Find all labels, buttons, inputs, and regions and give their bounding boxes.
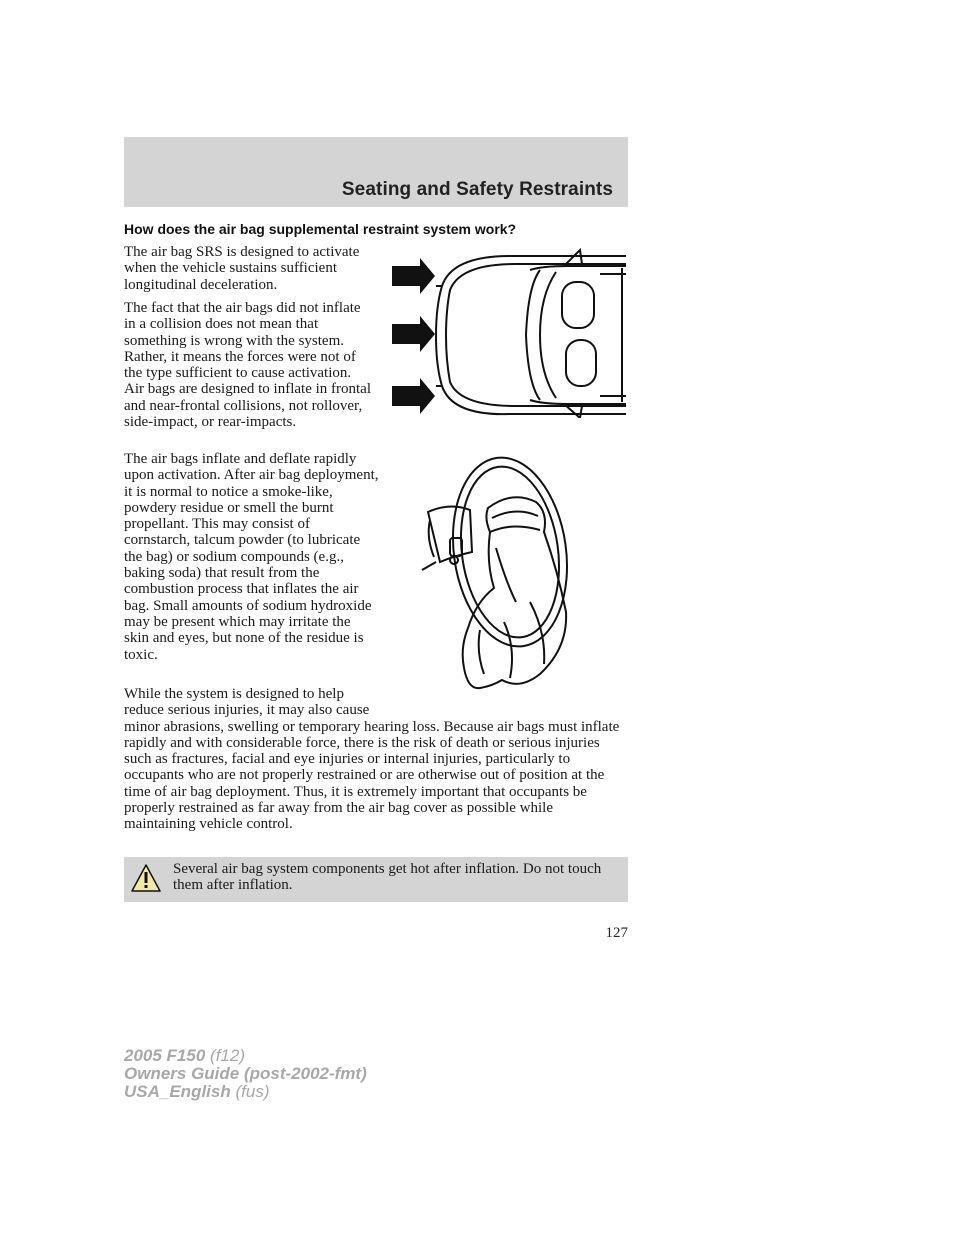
- steering-wheel-icon: [422, 452, 579, 654]
- paragraph-no-inflation: The fact that the air bags did not inflate in a collision does not mean that something is wrong with the system. Rather, it means the forces were not of the type sufficient to cause activation. Air bags are designed to inflate in frontal and near-frontal collisions, not rollover, side-impact, or rear-impacts.: [124, 300, 372, 431]
- footer-line-language: USA_English (fus): [124, 1082, 270, 1101]
- paragraph-deployment-residue: The air bags inflate and deflate rapidly upon activation. After air bag deployment, it is normal to notice a smoke-like, powdery residue or smell the burnt propellant. This may consist of cornstarch, talcum powder (to lubricate the bag) or sodium compounds (e.g., baking soda) that result from the combustion process that inflates the air bag. Small amounts of sodium hydroxide may be present which may irritate the skin and eyes, but none of the residue is toxic.: [124, 451, 379, 663]
- impact-arrow-icon: [392, 378, 435, 414]
- impact-arrow-icon: [392, 316, 435, 352]
- section-header-band: [124, 137, 628, 207]
- warning-box: [124, 857, 628, 902]
- question-heading: How does the air bag supplemental restraint system work?: [124, 221, 517, 237]
- frontal-impact-illustration: [390, 246, 626, 418]
- deployed-airbag-icon: [463, 497, 566, 688]
- footer-line-guide: Owners Guide (post-2002-fmt): [124, 1064, 367, 1083]
- car-top-view-icon: [436, 250, 626, 418]
- paragraph-injury-risk: While the system is designed to help reduce serious injuries, it may also cause minor abrasions, swelling or temporary hearing loss. Because air bags must inflate rapidly and with considerable force, there is the risk of death or serious injuries such as fractures, facial and eye injuries or internal injuries, particularly to occupants who are not properly restrained or are otherwise out of position at the time of air bag deployment. Thus, it is extremely important that occupants be properly restrained as far away from the air bag cover as possible while maintaining vehicle control.: [124, 686, 620, 833]
- warning-triangle-icon: [130, 863, 162, 893]
- page-number: 127: [605, 925, 628, 941]
- section-title: Seating and Safety Restraints: [341, 179, 613, 200]
- warning-text: Several air bag system components get hot after inflation. Do not touch them after inflation.: [173, 861, 602, 894]
- paragraph-srs-activation: The air bag SRS is designed to activate when the vehicle sustains sufficient longitudinal deceleration.: [124, 244, 360, 293]
- document-footer: [124, 1047, 367, 1101]
- impact-arrow-icon: [392, 258, 435, 294]
- footer-line-model: 2005 F150 (f12): [124, 1046, 245, 1065]
- deployed-airbag-illustration: [420, 452, 580, 698]
